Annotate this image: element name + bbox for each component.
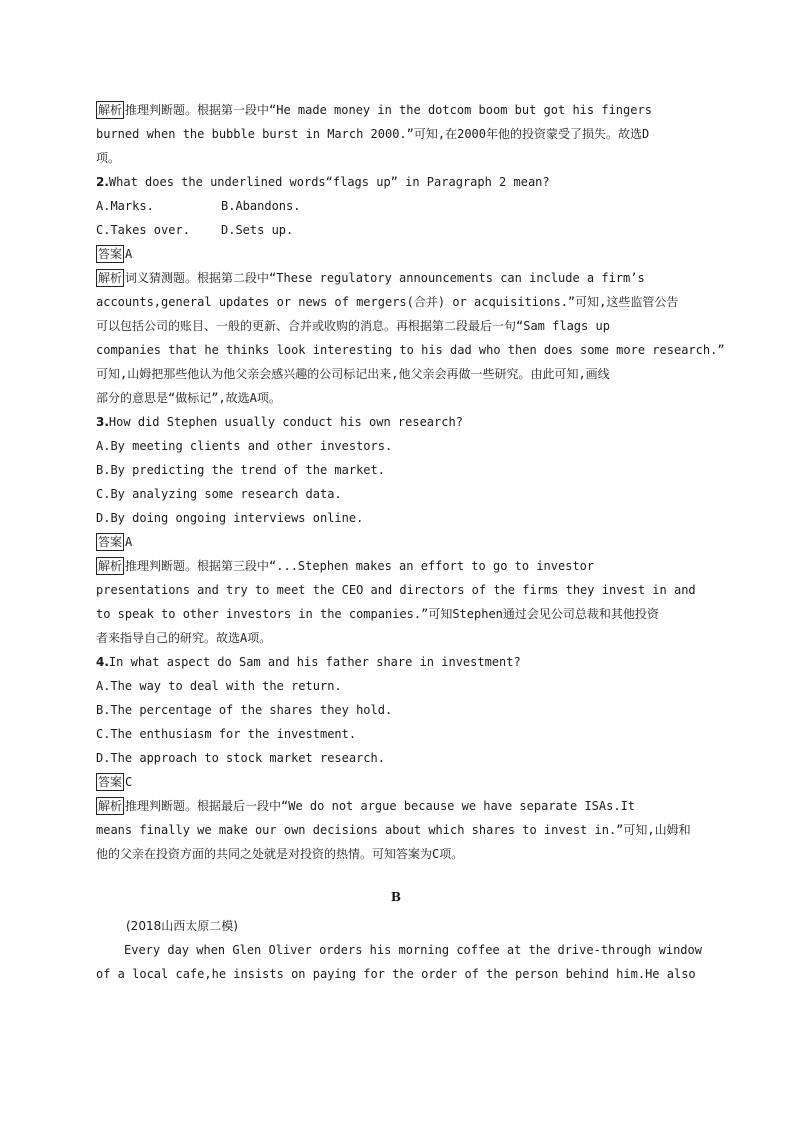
analysis-line: presentations and try to meet the CEO and directors of the firms they invest in and (96, 583, 696, 597)
option-a: A.By meeting clients and other investors. (96, 439, 393, 453)
option-c: C.By analyzing some research data. (96, 487, 342, 501)
analysis-line: 可知,山姆把那些他认为他父亲会感兴趣的公司标记出来,他父亲会再做一些研究。由此可知,画线 (96, 367, 610, 381)
question-number: 2. (96, 175, 109, 189)
option-b: B.The percentage of the shares they hold. (96, 703, 393, 717)
analysis-line: 解析 推理判断题。根据第三段中“...Stephen makes an effort to go to investor (98, 559, 595, 573)
analysis-tag: 解析 (98, 103, 123, 117)
answer-line (96, 242, 696, 266)
option-b: B.By predicting the trend of the market. (96, 463, 385, 477)
question-text: How did Stephen usually conduct his own research? (108, 415, 463, 429)
answer-tag: 答案 (98, 775, 123, 789)
answer-line (96, 530, 696, 554)
options-row (96, 218, 696, 242)
analysis-line: means finally we make our own decisions about which shares to invest in.”可知,山姆和 (96, 823, 691, 837)
question-number: 4. (96, 655, 109, 669)
passage-line: Every day when Glen Oliver orders his morning coffee at the drive-through window (124, 943, 702, 957)
question-2 (96, 170, 696, 194)
option-b: B.Abandons. (221, 199, 301, 213)
section-heading: B (390, 890, 402, 904)
analysis-line: 项。 (96, 151, 121, 165)
question-3 (96, 410, 696, 434)
analysis-line: 部分的意思是“做标记”,故选A项。 (96, 391, 281, 405)
option-d: D.The approach to stock market research. (96, 751, 385, 765)
answer-value: A (125, 535, 133, 549)
answer-line (96, 770, 696, 794)
analysis-line: to speak to other investors in the companies.”可知Stephen通过会见公司总裁和其他投资 (96, 607, 659, 621)
answer-value: C (125, 775, 133, 789)
analysis-line: 他的父亲在投资方面的共同之处就是对投资的热情。可知答案为C项。 (96, 847, 464, 861)
analysis-line: 解析 推理判断题。根据第一段中“He made money in the dotcom boom but got his fingers (98, 103, 652, 117)
analysis-tag: 解析 (98, 559, 123, 573)
document-page (96, 98, 725, 981)
passage-line: of a local cafe,he insists on paying for the order of the person behind him.He also (96, 967, 696, 981)
analysis-tag: 解析 (98, 271, 123, 285)
question-4 (96, 650, 696, 674)
analysis-line: companies that he thinks look interesting to his dad who then does some more research.” (96, 343, 725, 357)
answer-tag: 答案 (98, 535, 123, 549)
option-d: D.Sets up. (221, 223, 294, 237)
option-c: C.Takes over. (96, 223, 190, 237)
option-c: C.The enthusiasm for the investment. (96, 727, 357, 741)
analysis-tag: 解析 (98, 799, 123, 813)
answer-value: A (125, 247, 133, 261)
source-note: (2018山西太原二模) (126, 919, 238, 933)
question-text: What does the underlined words“flags up” in Paragraph 2 mean? (108, 175, 550, 189)
option-d: D.By doing ongoing interviews online. (96, 511, 364, 525)
analysis-line: 解析 推理判断题。根据最后一段中“We do not argue because we have separate ISAs.It (98, 799, 636, 813)
options-row (96, 194, 696, 218)
answer-tag: 答案 (98, 247, 123, 261)
question-text: In what aspect do Sam and his father share in investment? (108, 655, 521, 669)
analysis-line: burned when the bubble burst in March 2000.”可知,在2000年他的投资蒙受了损失。故选D (96, 127, 650, 141)
analysis-line: 可以包括公司的账目、一般的更新、合并或收购的消息。再根据第二段最后一句“Sam flags up (96, 319, 610, 333)
analysis-line: accounts,general updates or news of mergers(合并) or acquisitions.”可知,这些监管公告 (96, 295, 679, 309)
question-number: 3. (96, 415, 109, 429)
option-a: A.The way to deal with the return. (96, 679, 342, 693)
analysis-line: 解析 词义猜测题。根据第二段中“These regulatory announcements can include a firm’s (98, 271, 645, 285)
analysis-line: 者来指导自己的研究。故选A项。 (96, 631, 272, 645)
option-a: A.Marks. (96, 199, 154, 213)
